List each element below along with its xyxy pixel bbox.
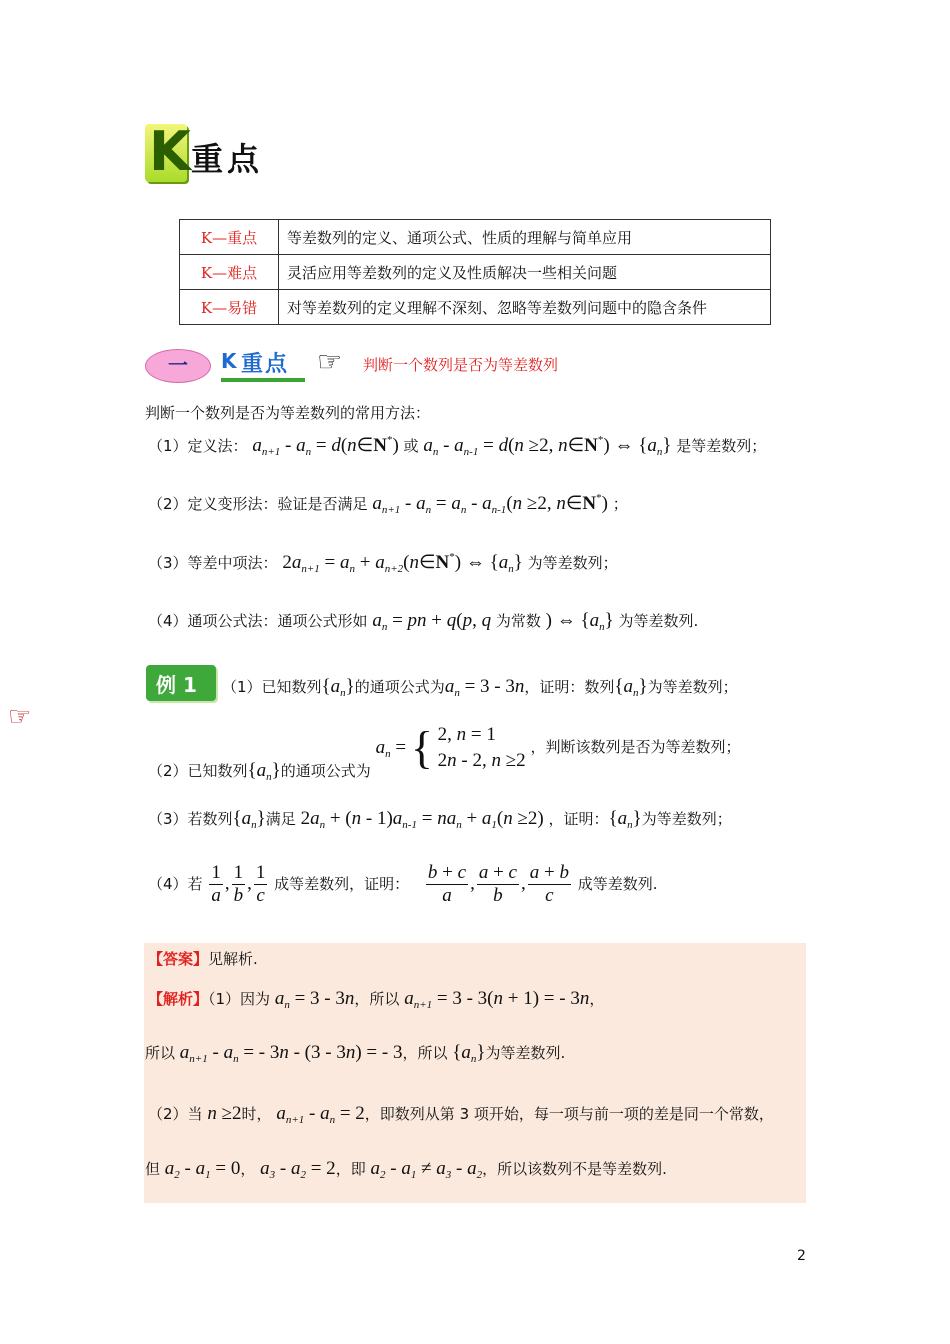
example-badge: 例 1 [146,665,216,701]
header-title: 重点 [191,140,264,178]
table-row [180,290,771,325]
badge-underline [221,378,305,382]
k-logo: K [145,124,187,182]
method-1: （1）定义法： $a_{n+1} - a_n$ = d(n∈N*) 或 $a_n - a_{n-1} = d(n \ge 2$, n∈N*) ⇔ $\{a_n\}$ 是等差数列； [148,434,767,458]
table-row [180,220,771,255]
table-row [180,255,771,290]
question-4: （4）若 $\frac{1}{a}$ , $\frac{1}{b}$ , $\frac{1}{c}$ 成等差数列，证明： $\frac{b + c}{a}$ , $\frac{a + c}{b}$ , $\frac{a + b}{c}$ 成等差数列. [148,862,658,906]
row-label: K—易错 [180,290,279,325]
page-number: 2 [797,1248,806,1264]
section1-title: 判断一个数列是否为等差数列 [363,356,559,374]
badge-ellipse: 一 [145,349,211,383]
row-desc: 对等差数列的定义理解不深刻、忽略等差数列问题中的隐含条件 [279,290,771,325]
method-2: （2）定义变形法：验证是否满足 $a_{n+1} - a_n = a_n - a_{n-1}(n \ge 2$, n∈N*) ； [148,492,628,516]
row-label: K—难点 [180,255,279,290]
explanation-line-2: 所以 $a_{n+1} - a_n$ = - 3n - (3 - 3n) = - 3，所以 $\{a_n\}$为等差数列. [145,1042,566,1065]
section-header [145,120,285,184]
row-desc: 灵活应用等差数列的定义及性质解决一些相关问题 [279,255,771,290]
question-1: （1）已知数列$\{a_n\}$的通项公式为$a_n = 3 - 3n$，证明：数列$\{a_n\}$为等差数列； [222,676,738,699]
explanation-line-1: 【解析】（1）因为 $a_n = 3 - 3n$，所以 $a_{n+1} = 3 - 3(n + 1)$ = - 3n， [148,988,605,1011]
methods-intro: 判断一个数列是否为等差数列的常用方法： [145,404,431,422]
hand-pointer-icon: ☞ [8,702,32,732]
method-4: （4）通项公式法：通项公式形如 $a_n$ = pn + q(p, q 为常数 ) ⇔ $\{a_n\}$ 为等差数列. [148,610,699,633]
row-desc: 等差数列的定义、通项公式、性质的理解与简单应用 [279,220,771,255]
method-3: （3）等差中项法： $2a_{n+1} = a_n$ + $a_{n+2}(n\in N^*)$ ⇔ $\{a_n\}$ 为等差数列； [148,551,618,575]
badge-text: 重点 [241,352,290,377]
explanation-line-4: 但 $a_2 - a_1 = 0$， $a_3 - a_2 = 2$，即 $a_2 - a_1 \ne a_3 - a_2$，所以该数列不是等差数列. [145,1158,667,1181]
badge-k: K [221,349,237,373]
row-label: K—重点 [180,220,279,255]
question-2: （2）已知数列$\{a_n\}$的通项公式为 $a_n$ = { 2, n = 1 2n - 2, n ≥2 ，判断该数列是否为等差数列； [148,722,741,784]
section1-badge [145,345,595,385]
question-3: （3）若数列$\{a_n\}$满足 $2a_n + (n - 1)a_{n-1} = na_n + a_1(n \ge 2)$ ，证明：$\{a_n\}$为等差数列； [148,808,732,831]
explanation-line-3: （2）当 n ≥2时， $a_{n+1} - a_n = 2$，即数列从第 3 项开始，每一项与前一项的差是同一个常数， [148,1103,774,1126]
key-points-table [179,219,771,325]
answer-line: 【答案】见解析. [148,950,258,968]
hand-pointer-icon: ☞ [317,345,343,378]
